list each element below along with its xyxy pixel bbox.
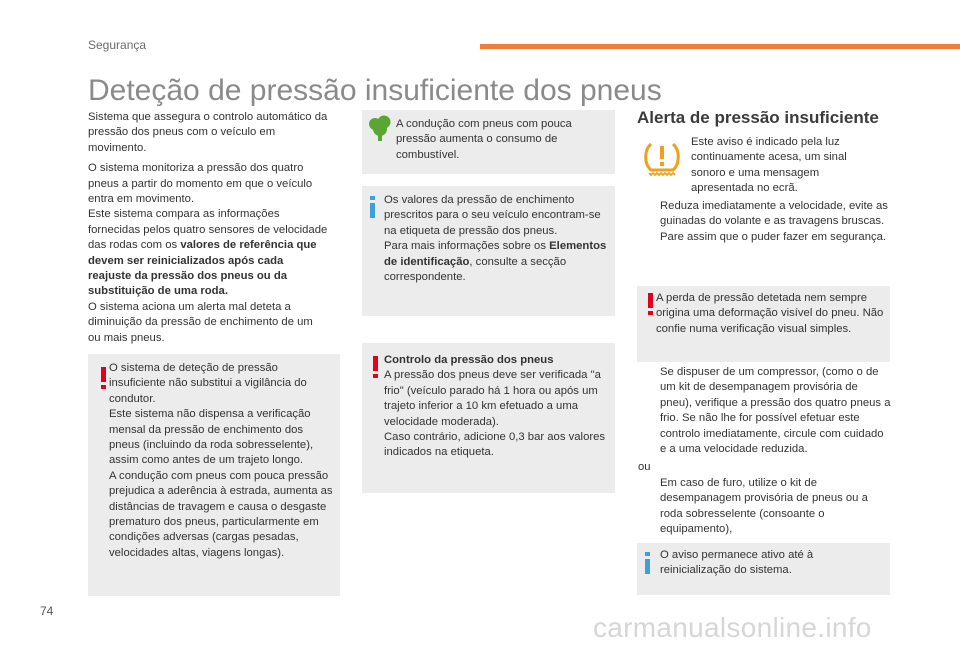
section-label: Segurança xyxy=(88,38,147,52)
eco-tree-icon xyxy=(368,115,392,141)
or-text: ou xyxy=(638,461,651,473)
control-title: Controlo da pressão dos pneus xyxy=(384,354,554,366)
control-line-1: A pressão dos pneus deve ser verificada "a frio" (veículo parado há 1 hora ou após um trajeto inferior a 10 km efetuado a uma velocidade moderada). xyxy=(384,369,601,428)
info-icon xyxy=(645,552,651,574)
action-list-2 xyxy=(638,365,891,457)
alert-description: Este aviso é indicado pela luz continuamente acesa, um sinal sonoro e uma mensagem apresentada no ecrã. xyxy=(691,136,847,195)
compare-bold-text: valores de referência que devem ser reinicializados após cada reajuste da pressão dos pneus ou da substituição de uma roda. xyxy=(88,239,317,298)
info-box-labels xyxy=(362,186,615,316)
compare-text: Este sistema compara as informações fornecidas pelos quatro sensores de velocidade das rodas com os xyxy=(88,208,328,252)
warning-line-1: O sistema de deteção de pressão insuficiente não substitui a vigilância do condutor. xyxy=(109,362,307,405)
action-list-3 xyxy=(638,476,888,538)
info-text-labels xyxy=(384,193,608,285)
warning-exclamation-icon xyxy=(372,356,380,378)
info-line-1: Os valores da pressão de enchimento prescritos para o seu veículo encontram-se na etiqueta de pressão dos pneus. xyxy=(384,194,601,237)
list-item xyxy=(638,476,888,538)
control-line-2: Caso contrário, adicione 0,3 bar aos valores indicados na etiqueta. xyxy=(384,431,606,459)
warning-exclamation-icon xyxy=(100,367,108,389)
header-accent-bar xyxy=(480,44,960,49)
compare-paragraph xyxy=(88,207,328,299)
info-icon xyxy=(370,196,376,218)
page-title: Deteção de pressão insuficiente dos pneus xyxy=(88,74,662,107)
alert-heading: Alerta de pressão insuficiente xyxy=(637,108,879,127)
warning-text-deformation: A perda de pressão detetada nem sempre origina uma deformação visível do pneu. Não confie numa verificação visual simples. xyxy=(656,292,884,335)
list-item xyxy=(638,230,888,245)
warning-box-deformation xyxy=(637,286,890,362)
warning-text-control xyxy=(384,353,609,461)
list-item-text: Reduza imediatamente a velocidade, evite as guinadas do volante e as travagens bruscas. xyxy=(660,200,888,228)
eco-box xyxy=(362,110,615,174)
info-box-reset xyxy=(637,543,890,595)
intro-text-block xyxy=(88,110,328,346)
warning-line-3: A condução com pneus com pouca pressão prejudica a aderência à estrada, aumenta as distâncias de travagem e causa o desgaste prematuro dos pneus, particularmente em condições adversas (cargas pesadas, velocidades altas, viagens longas). xyxy=(109,469,333,559)
warning-exclamation-icon xyxy=(647,293,655,315)
info-line-2-text: Para mais informações sobre os xyxy=(384,240,550,253)
info-line-2-bold: Elementos de identificação xyxy=(384,240,607,268)
warning-text-driver xyxy=(109,361,333,561)
tyre-pressure-warning-icon xyxy=(642,141,682,179)
alert-paragraph: O sistema aciona um alerta mal deteta a diminuição da pressão de enchimento de um ou mais pneus. xyxy=(88,300,313,344)
action-list-1 xyxy=(638,199,888,245)
monitor-paragraph: O sistema monitoriza a pressão dos quatro pneus a partir do momento em que o veículo entra em movimento. xyxy=(88,162,313,206)
eco-text: A condução com pneus com pouca pressão aumenta o consumo de combustível. xyxy=(396,118,572,161)
info-line-2-end: , consulte a secção correspondente. xyxy=(384,255,567,284)
list-item xyxy=(638,365,891,457)
warning-box-control xyxy=(362,343,615,493)
watermark: carmanualsonline.info xyxy=(593,612,872,643)
info-line-2 xyxy=(384,239,608,285)
list-item xyxy=(638,199,888,230)
page-number: 74 xyxy=(40,604,54,618)
list-item-text: Se dispuser de um compressor, (como o de um kit de desempanagem provisória de pneu), verifique a pressão dos quatro pneus a frio. Se não lhe for possível efetuar este controlo imediatamente, circule com cuidado e a uma velocidade reduzida. xyxy=(660,366,891,456)
info-text-reset: O aviso permanece ativo até à reinicialização do sistema. xyxy=(660,549,814,577)
list-item-text: Pare assim que o puder fazer em segurança. xyxy=(660,230,887,243)
warning-line-2: Este sistema não dispensa a verificação mensal da pressão de enchimento dos pneus (incluindo da roda sobresselente), assim como antes de um trajeto longo. xyxy=(109,408,314,467)
intro-paragraph: Sistema que assegura o controlo automático da pressão dos pneus com o veículo em movimento. xyxy=(88,111,328,154)
list-item-text: Em caso de furo, utilize o kit de desempanagem provisória de pneus ou a roda sobresselente (consoante o equipamento), xyxy=(660,477,868,536)
warning-box-driver xyxy=(88,354,340,596)
